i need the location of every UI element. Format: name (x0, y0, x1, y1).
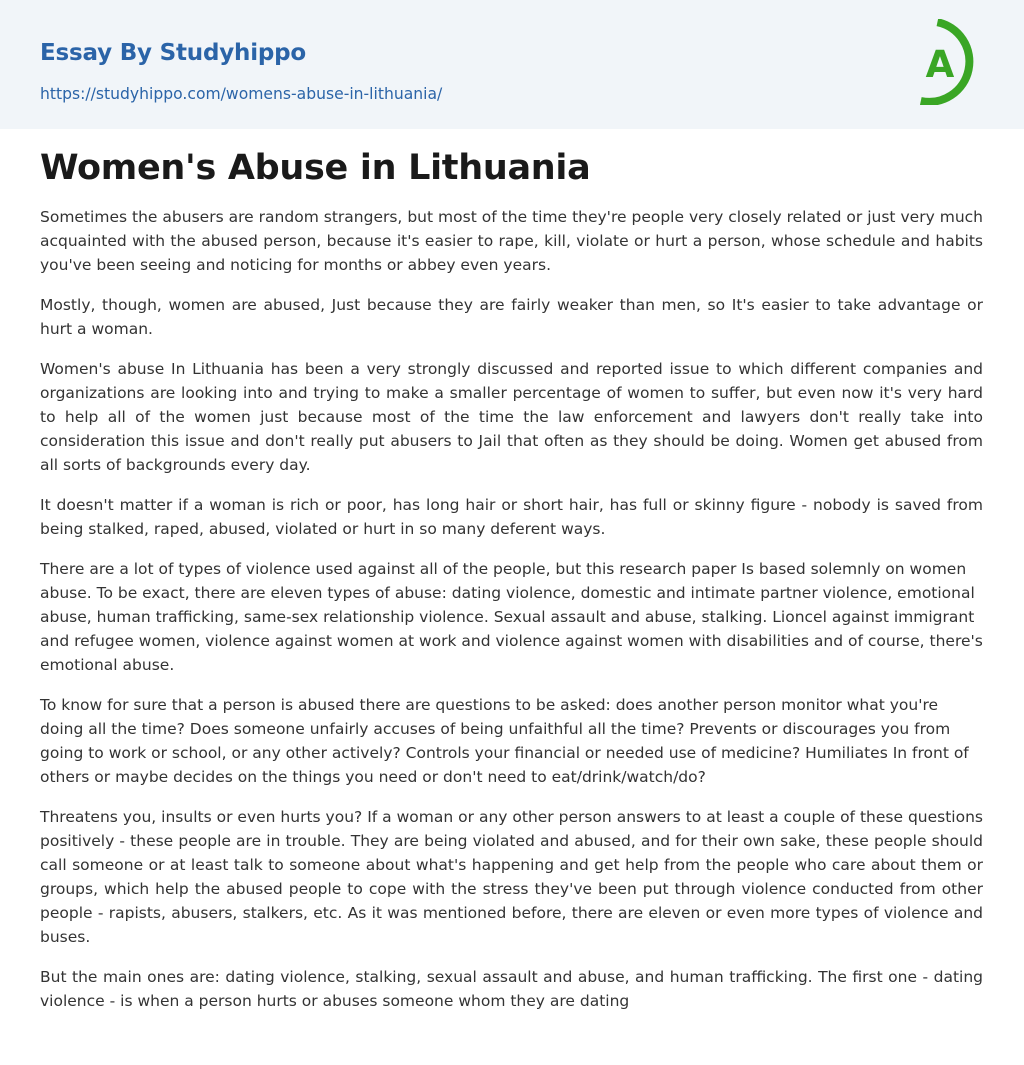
essay-url-link[interactable]: https://studyhippo.com/womens-abuse-in-lithuania/ (40, 85, 443, 103)
essay-paragraph-1: Sometimes the abusers are random strangers, but most of the time they're people very closely related or just very much acquainted with the abused person, because it's easier to rape, kill, violate or hurt a person, whose schedule and habits you've been seeing and noticing for months or abbey even years. (40, 208, 983, 274)
site-brand[interactable]: Essay By Studyhippo (40, 40, 307, 66)
essay-paragraph-7: Threatens you, insults or even hurts you? If a woman or any other person answers to at least a couple of these questions positively - these people are in trouble. They are being violated and abused, and for their own sake, these people should call someone or at least talk to someone about what's happening and get help from the people who care about them or groups, which help the abused people to cope with the stress they've been put through violence conducted from other people - rapists, abusers, stalkers, etc. As it was mentioned before, there are eleven or even more types of violence and buses. (40, 808, 983, 946)
essay-paragraph-4: It doesn't matter if a woman is rich or poor, has long hair or short hair, has full or skinny figure - nobody is saved from being stalked, raped, abused, violated or hurt in so many deferent ways. (40, 496, 983, 538)
logo-letter: A (925, 43, 955, 86)
essay-paragraph-5: There are a lot of types of violence used against all of the people, but this research paper Is based solemnly on women abuse. To be exact, there are eleven types of abuse: dating violence, domestic and intimate partner violence, emotional abuse, human trafficking, same-sex relationship violence. Sexual assault and abuse, stalking. Lioncel against immigrant and refugee women, violence against women at work and violence against women with disabilities and of course, there's emotional abuse. (40, 560, 983, 674)
essay-paragraph-8: But the main ones are: dating violence, stalking, sexual assault and abuse, and human trafficking. The first one - dating violence - is when a person hurts or abuses someone whom they are dating (40, 968, 983, 1010)
studyhippo-logo-icon[interactable] (912, 19, 986, 105)
site-header (0, 0, 1024, 129)
essay-paragraph-6: To know for sure that a person is abused there are questions to be asked: does another person monitor what you're doing all the time? Does someone unfairly accuses of being unfaithful all the time? Prevents or discourages you from going to work or school, or any other actively? Controls your financial or needed use of medicine? Humiliates In front of others or maybe decides on the things you need or don't need to eat/drink/watch/do? (40, 696, 969, 786)
essay-paragraph-2: Mostly, though, women are abused, Just because they are fairly weaker than men, so It's easier to take advantage or hurt a woman. (40, 296, 983, 338)
essay-paragraph-3: Women's abuse In Lithuania has been a very strongly discussed and reported issue to which different companies and organizations are looking into and trying to make a smaller percentage of women to suffer, but even now it's very hard to help all of the women just because most of the time the law enforcement and lawyers don't really take into consideration this issue and don't really put abusers to Jail that often as they should be doing. Women get abused from all sorts of backgrounds every day. (40, 360, 983, 474)
essay-content (40, 143, 983, 1029)
essay-title: Women's Abuse in Lithuania (40, 148, 591, 188)
